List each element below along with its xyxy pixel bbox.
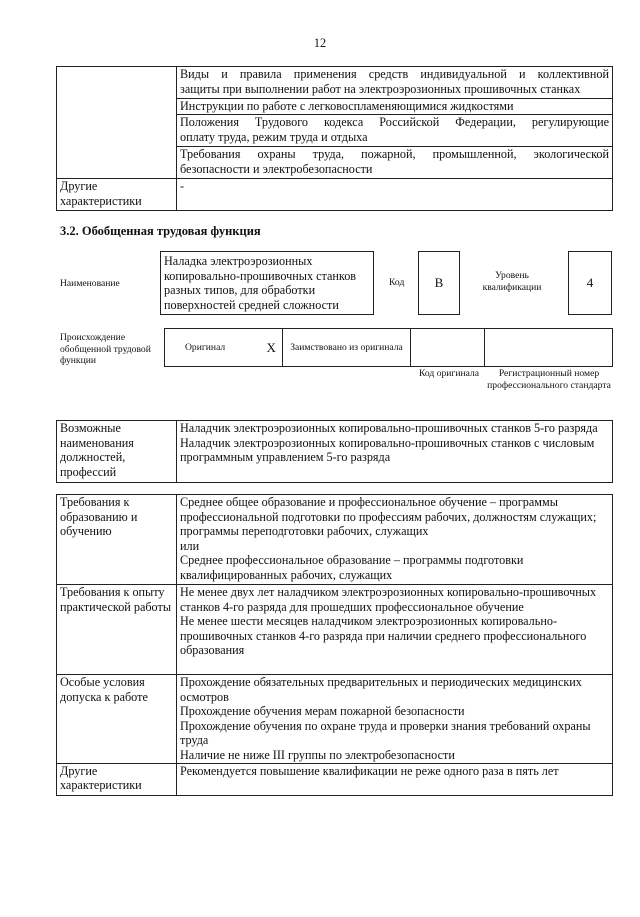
table-cell-value: Виды и правила применения средств индивидуальной и коллективной защиты при выполнении работ на электроэрозионных прошивочных станках	[177, 67, 613, 99]
table-cell-label: Другие характеристики	[57, 179, 177, 211]
page-number: 12	[313, 36, 327, 50]
code-value: B	[418, 251, 460, 315]
table-row	[57, 179, 613, 211]
table-cell-label: Возможные наименования должностей, профессий	[57, 421, 177, 483]
requirements-table	[56, 494, 613, 796]
table-cell-value: Рекомендуется повышение квалификации не реже одного раза в пять лет	[177, 763, 613, 795]
table-cell-label: Требования к образованию и обучению	[57, 495, 177, 585]
section-title: 3.2. Обобщенная трудовая функция	[60, 224, 261, 238]
name-value: Наладка электроэрозионных копировально-прошивочных станков разных типов, для обработки поверхностей средней сложности	[160, 251, 374, 315]
level-value: 4	[568, 251, 612, 315]
original-label: Оригинал	[165, 329, 261, 367]
table-row	[57, 421, 613, 483]
table-cell-value: Не менее двух лет наладчиком электроэрозионных копировально-прошивочных станков 4-го разряда для прошедших профессиональное обучение Не менее шести месяцев наладчиком электроэрозионных копировально-прошивочных станков 4-го разряда при наличии среднего профессионального образования	[177, 585, 613, 675]
level-label: Уровень квалификации	[482, 270, 542, 293]
table-row	[57, 67, 613, 99]
table-cell-label: Требования к опыту практической работы	[57, 585, 177, 675]
table-row	[57, 675, 613, 764]
table-cell-value: Положения Трудового кодекса Российской Федерации, регулирующие оплату труда, режим труда и отдыха	[177, 115, 613, 147]
job-titles-table	[56, 420, 613, 483]
table-cell-value: Требования охраны труда, пожарной, промышленной, экологической безопасности и электробезопасности	[177, 147, 613, 179]
original-code-cell	[411, 329, 485, 367]
table-cell-label: Особые условия допуска к работе	[57, 675, 177, 764]
table-cell-value: Среднее общее образование и профессиональное обучение – программы профессиональной подготовки по профессиям рабочих, должностям служащих; программы переподготовки рабочих, служащих или Среднее профессиональное образование – программы подготовки квалифицированных рабочих, служащих	[177, 495, 613, 585]
code-caption: Код оригинала	[418, 368, 480, 379]
origin-label: Происхождение обобщенной трудовой функции	[60, 332, 151, 366]
code-label: Код	[389, 277, 405, 288]
origin-table	[164, 328, 613, 367]
registration-caption: Регистрационный номер профессионального стандарта	[487, 368, 611, 391]
top-table	[56, 66, 613, 211]
table-cell-label: Другие характеристики	[57, 763, 177, 795]
table-row	[57, 495, 613, 585]
table-row	[57, 585, 613, 675]
name-label: Наименование	[60, 278, 120, 289]
borrowed-label: Заимствовано из оригинала	[283, 329, 411, 367]
table-cell-value: -	[177, 179, 613, 211]
table-cell-value: Наладчик электроэрозионных копировально-прошивочных станков 5-го разряда Наладчик электроэрозионных копировально-прошивочных станков с числовым программным управлением 5-го разряда	[177, 421, 613, 483]
table-cell-label	[57, 67, 177, 179]
table-row	[57, 763, 613, 795]
table-cell-value: Прохождение обязательных предварительных и периодических медицинских осмотров Прохождение обучения мерам пожарной безопасности Прохождение обучения по охране труда и проверки знания требований охраны труда Наличие не ниже III группы по электробезопасности	[177, 675, 613, 764]
registration-number-cell	[485, 329, 613, 367]
original-mark: X	[261, 329, 283, 367]
table-cell-value: Инструкции по работе с легковоспламеняющимися жидкостями	[177, 99, 613, 115]
